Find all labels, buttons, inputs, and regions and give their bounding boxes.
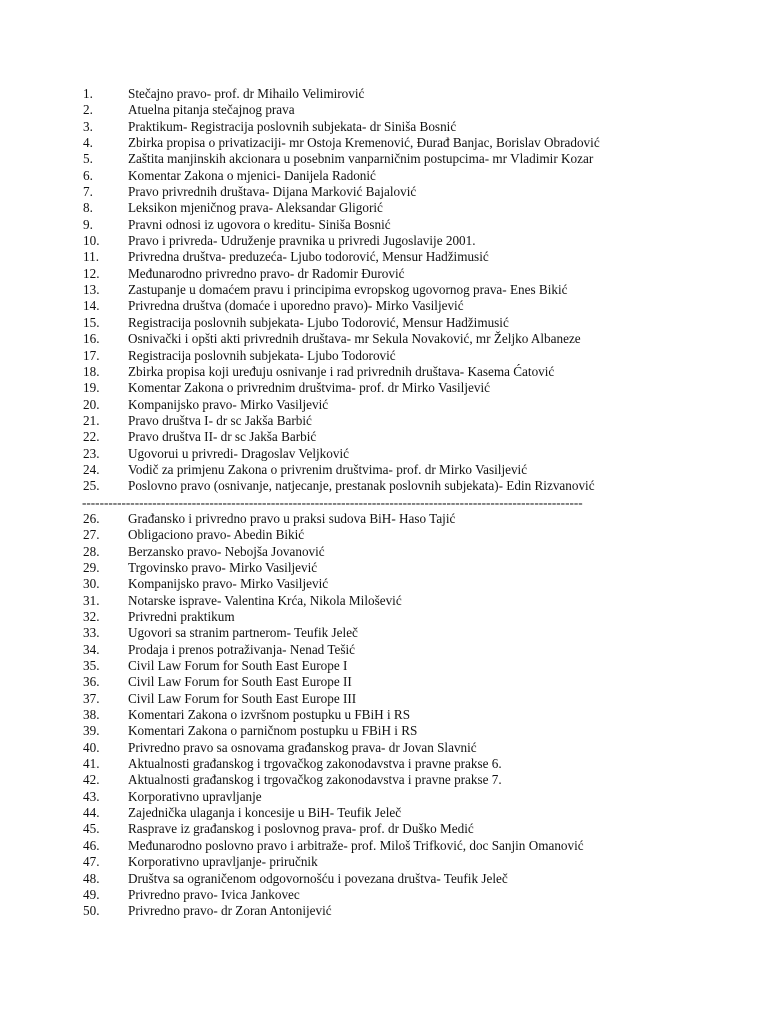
item-title: Trgovinsko pravo- Mirko Vasiljević — [128, 559, 318, 575]
list-item — [83, 740, 753, 756]
item-number: 48. — [83, 870, 100, 886]
item-number: 23. — [83, 445, 100, 461]
item-number: 26. — [83, 510, 100, 526]
item-title: Obligaciono pravo- Abedin Bikić — [128, 527, 305, 543]
list-item — [83, 789, 753, 805]
item-title: Ugovori sa stranim partnerom- Teufik Jeleč — [128, 625, 358, 641]
item-title: Atuelna pitanja stečajnog prava — [128, 102, 295, 118]
item-number: 1. — [83, 86, 93, 101]
item-title: Međunarodno privredno pravo- dr Radomir Đurović — [128, 265, 405, 281]
list-item — [83, 429, 753, 445]
item-number: 15. — [83, 314, 100, 330]
item-title: Kompanijsko pravo- Mirko Vasiljević — [128, 396, 329, 412]
item-title: Korporativno upravljanje — [128, 788, 262, 804]
item-title: Registracija poslovnih subjekata- Ljubo Todorović — [128, 347, 396, 363]
list-item — [83, 298, 753, 314]
item-number: 24. — [83, 461, 100, 477]
item-title: Privredna društva- preduzeća- Ljubo todorović, Mensur Hadžimusić — [128, 249, 489, 265]
item-number: 33. — [83, 625, 100, 641]
list-item — [83, 838, 753, 854]
item-number: 21. — [83, 412, 100, 428]
list-item — [83, 593, 753, 609]
item-number: 9. — [83, 216, 93, 232]
list-item — [83, 674, 753, 690]
item-number: 22. — [83, 429, 100, 445]
item-number: 36. — [83, 674, 100, 690]
item-title: Pravo društva II- dr sc Jakša Barbić — [128, 429, 317, 445]
item-title: Ugovorui u privredi- Dragoslav Veljković — [128, 445, 349, 461]
item-title: Komentari Zakona o izvršnom postupku u FBiH i RS — [128, 707, 411, 723]
list-item — [83, 805, 753, 821]
item-number: 8. — [83, 200, 93, 216]
item-number: 28. — [83, 543, 100, 559]
list-item — [83, 315, 753, 331]
list-item — [83, 233, 753, 249]
list-item — [83, 544, 753, 560]
item-title: Zbirka propisa koji uređuju osnivanje i rad privrednih društava- Kasema Ćatović — [128, 363, 555, 379]
item-title: Rasprave iz građanskog i poslovnog prava- prof. dr Duško Medić — [128, 821, 474, 837]
list-item — [83, 691, 753, 707]
item-number: 31. — [83, 592, 100, 608]
list-item — [83, 756, 753, 772]
item-number: 46. — [83, 837, 100, 853]
item-number: 17. — [83, 347, 100, 363]
item-title: Poslovno pravo (osnivanje, natjecanje, prestanak poslovnih subjekata)- Edin Rizvanović — [128, 478, 595, 494]
list-item — [83, 625, 753, 641]
item-title: Zaštita manjinskih akcionara u posebnim vanparničnim postupcima- mr Vladimir Kozar — [128, 151, 594, 167]
item-title: Pravo privrednih društava- Dijana Marković Bajalović — [128, 184, 417, 200]
list-item — [83, 86, 753, 102]
item-title: Civil Law Forum for South East Europe I — [128, 658, 348, 674]
item-title: Pravni odnosi iz ugovora o kreditu- Siniša Bosnić — [128, 216, 391, 232]
item-title: Notarske isprave- Valentina Krća, Nikola Milošević — [128, 592, 402, 608]
item-title: Aktualnosti građanskog i trgovačkog zakonodavstva i pravne prakse 7. — [128, 772, 502, 788]
item-title: Komentar Zakona o mjenici- Danijela Radonić — [128, 167, 376, 183]
item-number: 41. — [83, 756, 100, 772]
item-number: 49. — [83, 886, 100, 902]
item-number: 25. — [83, 478, 100, 494]
separator-line: ------------------------------------------------------------------------------------------------------------------ — [82, 494, 583, 510]
item-number: 3. — [83, 118, 93, 134]
item-number: 32. — [83, 609, 100, 624]
item-number: 44. — [83, 805, 100, 821]
item-number: 13. — [83, 282, 100, 298]
item-title: Međunarodno poslovno pravo i arbitraže- prof. Miloš Trifković, doc Sanjin Omanović — [128, 837, 584, 853]
item-number: 37. — [83, 690, 100, 706]
list-item — [83, 887, 753, 903]
item-title: Prodaja i prenos potraživanja- Nenad Tešić — [128, 641, 355, 657]
item-number: 14. — [83, 298, 100, 314]
item-number: 11. — [83, 249, 99, 265]
list-item — [83, 511, 753, 527]
item-title: Osnivački i opšti akti privrednih društava- mr Sekula Novaković, mr Željko Albaneze — [128, 331, 581, 347]
item-title: Društva sa ograničenom odgovornošću i povezana društva- Teufik Jeleč — [128, 870, 508, 886]
list-item — [83, 348, 753, 364]
item-title: Civil Law Forum for South East Europe II — [128, 674, 352, 690]
item-number: 12. — [83, 265, 100, 281]
item-title: Pravo i privreda- Udruženje pravnika u privredi Jugoslavije 2001. — [128, 233, 476, 249]
list-item — [83, 609, 753, 625]
list-item — [83, 249, 753, 265]
item-number: 4. — [83, 135, 93, 151]
list-item — [83, 527, 753, 543]
list-item — [83, 413, 753, 429]
book-list-part-1 — [83, 86, 753, 495]
item-title: Zbirka propisa o privatizaciji- mr Ostoja Kremenović, Đurađ Banjac, Borislav Obradović — [128, 135, 600, 151]
item-number: 30. — [83, 576, 100, 592]
item-number: 45. — [83, 821, 100, 837]
list-item — [83, 119, 753, 135]
item-number: 10. — [83, 233, 100, 249]
item-title: Privredno pravo sa osnovama građanskog prava- dr Jovan Slavnić — [128, 739, 477, 755]
item-title: Privredni praktikum — [128, 609, 235, 624]
list-item — [83, 331, 753, 347]
list-item — [83, 903, 753, 919]
item-number: 43. — [83, 788, 100, 804]
item-number: 5. — [83, 151, 93, 167]
item-title: Civil Law Forum for South East Europe III — [128, 690, 357, 706]
list-item — [83, 135, 753, 151]
list-item — [83, 184, 753, 200]
list-item — [83, 478, 753, 494]
item-title: Registracija poslovnih subjekata- Ljubo Todorović, Mensur Hadžimusić — [128, 314, 509, 330]
list-item — [83, 658, 753, 674]
list-item — [83, 854, 753, 870]
item-title: Berzansko pravo- Nebojša Jovanović — [128, 543, 325, 559]
list-item — [83, 707, 753, 723]
item-number: 27. — [83, 527, 100, 543]
item-title: Zajednička ulaganja i koncesije u BiH- Teufik Jeleč — [128, 805, 402, 821]
item-title: Praktikum- Registracija poslovnih subjekata- dr Siniša Bosnić — [128, 118, 457, 134]
list-item — [83, 576, 753, 592]
list-item — [83, 364, 753, 380]
list-item — [83, 266, 753, 282]
list-item — [83, 723, 753, 739]
item-number: 19. — [83, 380, 100, 396]
item-title: Privredna društva (domaće i uporedno pravo)- Mirko Vasiljević — [128, 298, 464, 314]
list-item — [83, 151, 753, 167]
list-item — [83, 380, 753, 396]
item-title: Kompanijsko pravo- Mirko Vasiljević — [128, 576, 329, 592]
book-list — [83, 86, 753, 920]
list-item — [83, 102, 753, 118]
item-title: Pravo društva I- dr sc Jakša Barbić — [128, 412, 312, 428]
item-title: Zastupanje u domaćem pravu i principima evropskog ugovornog prava- Enes Bikić — [128, 282, 568, 298]
list-item — [83, 168, 753, 184]
item-number: 35. — [83, 658, 100, 674]
item-title: Komentar Zakona o privrednim društvima- prof. dr Mirko Vasiljević — [128, 380, 490, 396]
list-item — [83, 871, 753, 887]
item-title: Leksikon mjeničnog prava- Aleksandar Gligorić — [128, 200, 383, 216]
list-item — [83, 462, 753, 478]
item-number: 18. — [83, 363, 100, 379]
book-list-part-2 — [83, 511, 753, 920]
list-item — [83, 642, 753, 658]
list-item — [83, 200, 753, 216]
item-number: 2. — [83, 102, 93, 118]
list-item — [83, 560, 753, 576]
item-title: Privredno pravo- Ivica Jankovec — [128, 886, 300, 902]
list-item — [83, 217, 753, 233]
item-number: 39. — [83, 723, 100, 739]
list-item — [83, 821, 753, 837]
list-item — [83, 282, 753, 298]
item-number: 6. — [83, 167, 93, 183]
item-number: 47. — [83, 854, 100, 870]
item-title: Građansko i privredno pravo u praksi sudova BiH- Haso Tajić — [128, 510, 456, 526]
item-title: Komentari Zakona o parničnom postupku u FBiH i RS — [128, 723, 418, 739]
item-number: 50. — [83, 903, 100, 919]
item-title: Korporativno upravljanje- priručnik — [128, 854, 318, 870]
item-title: Stečajno pravo- prof. dr Mihailo Velimirović — [128, 86, 365, 101]
list-item — [83, 772, 753, 788]
list-item — [83, 446, 753, 462]
item-number: 29. — [83, 559, 100, 575]
item-title: Privredno pravo- dr Zoran Antonijević — [128, 903, 332, 919]
item-number: 38. — [83, 707, 100, 723]
list-item — [83, 397, 753, 413]
item-number: 7. — [83, 184, 93, 200]
item-title: Aktualnosti građanskog i trgovačkog zakonodavstva i pravne prakse 6. — [128, 756, 502, 772]
item-number: 20. — [83, 396, 100, 412]
item-number: 40. — [83, 739, 100, 755]
item-number: 34. — [83, 641, 100, 657]
item-title: Vodič za primjenu Zakona o privrenim društvima- prof. dr Mirko Vasiljević — [128, 461, 528, 477]
item-number: 16. — [83, 331, 100, 347]
item-number: 42. — [83, 772, 100, 788]
